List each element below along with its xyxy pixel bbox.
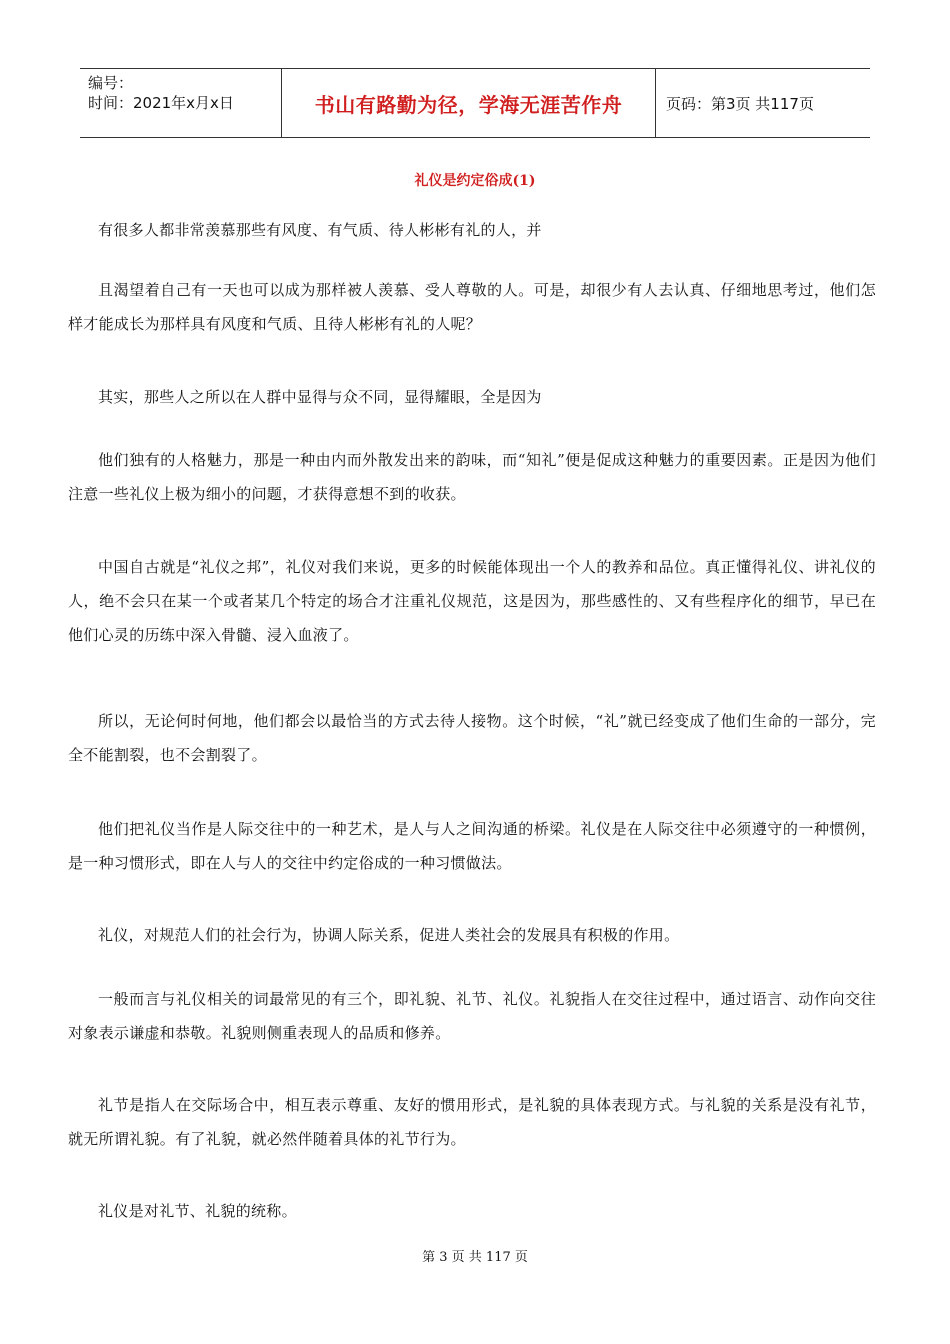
paragraph: 所以，无论何时何地，他们都会以最恰当的方式去待人接物。这个时候，“礼”就已经变成了他们生命的一部分，完全不能割裂，也不会割裂了。: [68, 712, 876, 764]
paragraph: 有很多人都非常羡慕那些有风度、有气质、待人彬彬有礼的人，并: [98, 221, 542, 239]
document-title: 礼仪是约定俗成(1): [414, 173, 536, 189]
header-motto: 书山有路勤为径，学海无涯苦作舟: [282, 69, 656, 137]
page-footer: 第 3 页 共 117 页: [422, 1250, 528, 1265]
paragraph: 且渴望着自己有一天也可以成为那样被人羡慕、受人尊敬的人。可是，却很少有人去认真、仔细地思考过，他们怎样才能成长为那样具有风度和气质、且待人彬彬有礼的人呢？: [68, 281, 876, 333]
paragraph: 礼仪，对规范人们的社会行为，协调人际关系，促进人类社会的发展具有积极的作用。: [98, 926, 680, 944]
number-label: 编号：: [88, 74, 134, 92]
paragraph: 礼仪是对礼节、礼貌的统称。: [98, 1202, 297, 1220]
paragraph: 他们独有的人格魅力，那是一种由内而外散发出来的韵味，而“知礼”便是促成这种魅力的重要因素。正是因为他们注意一些礼仪上极为细小的问题，才获得意想不到的收获。: [68, 451, 876, 503]
paragraph: 他们把礼仪当作是人际交往中的一种艺术，是人与人之间沟通的桥梁。礼仪是在人际交往中必须遵守的一种惯例，是一种习惯形式，即在人与人的交往中约定俗成的一种习惯做法。: [68, 820, 876, 872]
paragraph: 一般而言与礼仪相关的词最常见的有三个，即礼貌、礼节、礼仪。礼貌指人在交往过程中，通过语言、动作向交往对象表示谦虚和恭敬。礼貌则侧重表现人的品质和修养。: [68, 990, 876, 1042]
header-meta-cell: [80, 69, 282, 137]
page-header: [80, 68, 870, 138]
paragraph: 礼节是指人在交际场合中，相互表示尊重、友好的惯用形式，是礼貌的具体表现方式。与礼貌的关系是没有礼节，就无所谓礼貌。有了礼貌，就必然伴随着具体的礼节行为。: [68, 1096, 876, 1148]
paragraph: 中国自古就是“礼仪之邦”，礼仪对我们来说，更多的时候能体现出一个人的教养和品位。真正懂得礼仪、讲礼仪的人，绝不会只在某一个或者某几个特定的场合才注重礼仪规范，这是因为，那些感性的、又有些程序化的细节，早已在他们心灵的历练中深入骨髓、浸入血液了。: [68, 558, 876, 644]
header-page-code: 页码：第3页 共117页: [666, 94, 814, 113]
paragraph: 其实，那些人之所以在人群中显得与众不同，显得耀眼，全是因为: [98, 388, 542, 406]
date-label: 时间：2021年x月x日: [88, 94, 234, 112]
